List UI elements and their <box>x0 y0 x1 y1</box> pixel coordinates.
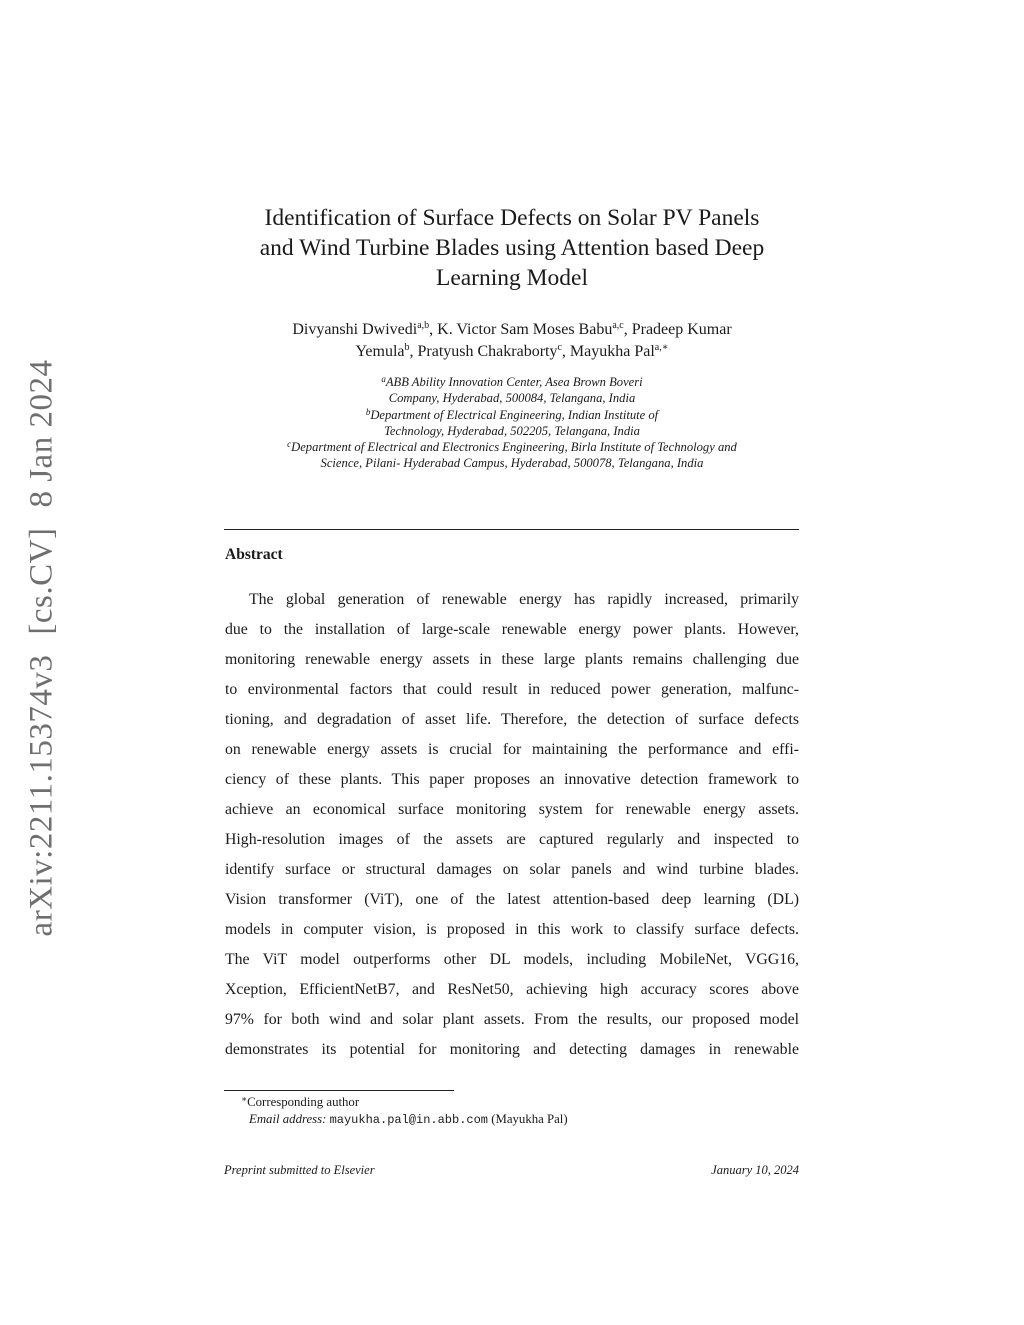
author-separator: , Pradeep Kumar <box>623 321 732 338</box>
author-affiliation-mark: a,∗ <box>654 342 669 353</box>
author-name: Pratyush Chakraborty <box>417 343 558 360</box>
affiliation-text: Company, Hyderabad, 500084, Telangana, India <box>388 391 636 406</box>
abstract-line: 97% for both wind and solar plant assets. From the results, our proposed model <box>225 1011 799 1028</box>
abstract-line: Xception, EfficientNetB7, and ResNet50, achieving high accuracy scores above <box>225 981 799 998</box>
preprint-note: Preprint submitted to Elsevier <box>224 1163 375 1177</box>
email-owner: (Mayukha Pal) <box>491 1111 568 1126</box>
author-affiliation-mark: c <box>557 342 562 353</box>
affiliation-line <box>222 439 802 455</box>
email-label: Email address: <box>249 1111 327 1126</box>
abstract-line: monitoring renewable energy assets in these large plants remains challenging due <box>225 651 799 668</box>
arxiv-identifier-stamp <box>24 360 61 937</box>
author-line <box>225 341 799 363</box>
abstract-line: ciency of these plants. This paper proposes an innovative detection framework to <box>225 771 799 788</box>
arxiv-id: arXiv:2211.15374v3 <box>23 654 60 937</box>
author-name: Mayukha Pal <box>569 343 655 360</box>
abstract-heading: Abstract <box>225 546 283 563</box>
abstract-line: on renewable energy assets is crucial for maintaining the performance and effi- <box>225 741 799 758</box>
affiliation-list <box>222 374 802 472</box>
author-affiliation-mark: b <box>404 342 410 353</box>
abstract-line: to environmental factors that could result in reduced power generation, malfunc- <box>225 681 799 698</box>
affiliation-line <box>222 390 802 406</box>
author-name: Divyanshi Dwivedi <box>292 321 418 338</box>
title-line: Learning Model <box>435 265 589 291</box>
abstract-line: The ViT model outperforms other DL models, including MobileNet, VGG16, <box>225 951 799 968</box>
affiliation-line <box>222 407 802 423</box>
abstract-line: models in computer vision, is proposed in this work to classify surface defects. <box>225 921 799 938</box>
affiliation-line <box>222 455 802 471</box>
abstract-line: The global generation of renewable energy has rapidly increased, primarily <box>249 591 799 608</box>
affiliation-text: Department of Electrical and Electronics Engineering, Birla Institute of Technology and <box>291 440 737 455</box>
abstract-line: High-resolution images of the assets are captured regularly and inspected to <box>225 831 799 848</box>
title-line: and Wind Turbine Blades using Attention based Deep <box>259 235 765 261</box>
corresponding-author-note <box>241 1094 568 1111</box>
abstract-body <box>225 585 799 1065</box>
email-note <box>241 1111 568 1129</box>
title-line: Identification of Surface Defects on Solar PV Panels <box>264 205 760 231</box>
abstract-line: demonstrates its potential for monitoring and detecting damages in renewable <box>225 1041 799 1058</box>
email-address-link[interactable]: mayukha.pal@in.abb.com <box>329 1112 489 1127</box>
author-separator: , <box>429 321 438 338</box>
corresponding-author-label: Corresponding author <box>247 1095 360 1109</box>
arxiv-category: [cs.CV] <box>23 527 60 635</box>
author-affiliation-mark: a,c <box>612 320 624 331</box>
footnote <box>241 1094 568 1128</box>
author-name: K. Victor Sam Moses Babu <box>437 321 613 338</box>
affiliation-text: Department of Electrical Engineering, Indian Institute of <box>370 407 659 422</box>
section-divider <box>224 529 799 530</box>
author-affiliation-mark: a,b <box>417 320 430 331</box>
abstract-line: due to the installation of large-scale renewable energy power plants. However, <box>225 621 799 638</box>
affiliation-mark: c <box>287 439 292 450</box>
author-list <box>225 319 799 363</box>
abstract-line: tioning, and degradation of asset life. Therefore, the detection of surface defects <box>225 711 799 728</box>
author-separator: , <box>561 343 570 360</box>
arxiv-date: 8 Jan 2024 <box>23 359 60 508</box>
paper-title <box>218 203 806 293</box>
abstract-line: Vision transformer (ViT), one of the latest attention-based deep learning (DL) <box>225 891 799 908</box>
author-name: Yemula <box>355 343 405 360</box>
affiliation-text: Technology, Hyderabad, 502205, Telangana, India <box>384 423 640 438</box>
affiliation-line <box>222 423 802 439</box>
footnote-mark: ∗ <box>241 1094 248 1104</box>
preprint-date: January 10, 2024 <box>711 1163 799 1177</box>
affiliation-mark: a <box>381 374 386 384</box>
affiliation-line <box>222 374 802 390</box>
affiliation-mark: b <box>365 406 371 417</box>
affiliation-text: ABB Ability Innovation Center, Asea Brown Boveri <box>385 375 643 389</box>
footnote-divider <box>224 1090 454 1091</box>
affiliation-text: Science, Pilani- Hyderabad Campus, Hyderabad, 500078, Telangana, India <box>320 456 704 471</box>
abstract-line: identify surface or structural damages on solar panels and wind turbine blades. <box>225 861 799 878</box>
author-line <box>225 319 799 341</box>
author-separator: , <box>409 343 418 360</box>
abstract-line: achieve an economical surface monitoring system for renewable energy assets. <box>225 801 799 818</box>
